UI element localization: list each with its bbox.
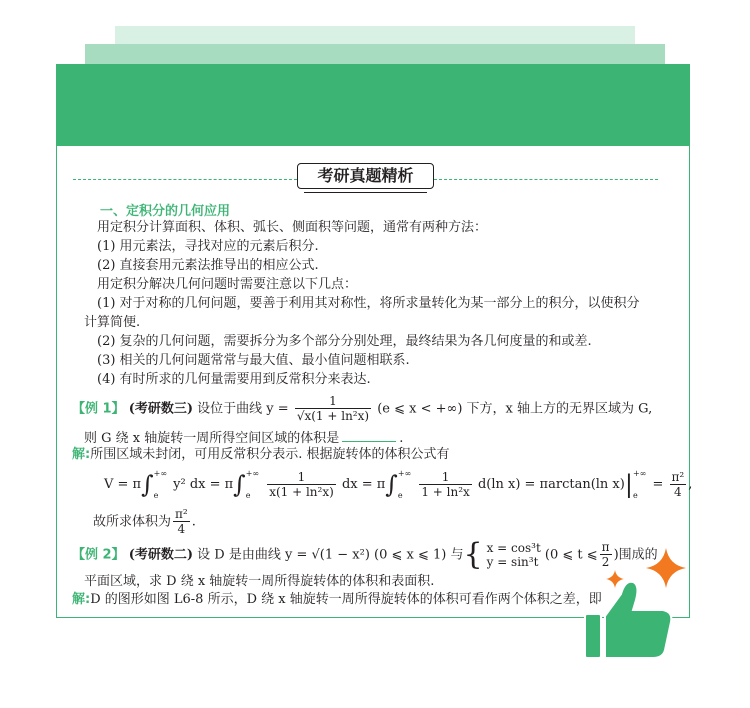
formula-term-2: dx = π: [341, 477, 386, 492]
example-2-text-end: 围成的: [618, 547, 658, 563]
example-1-statement: [72, 395, 652, 423]
section-banner: 考研真题精析: [297, 163, 434, 189]
integral-sign: ∫: [233, 470, 246, 499]
limit-lower: e: [632, 491, 638, 500]
integral-limits: [398, 468, 411, 501]
system-y: y = sin³t: [486, 555, 539, 569]
fraction-denominator: 2: [600, 554, 612, 569]
solution-text: D 的图形如图 L6-8 所示，D 绕 x 轴旋转一周所得旋转体的体积可看作两个体积之差，即: [90, 592, 602, 607]
limit-lower: e: [245, 491, 251, 500]
method-2: (2) 直接套用元素法推导出的相应公式.: [97, 258, 319, 273]
formula-result: [670, 471, 687, 499]
note-1b: 计算简便.: [84, 315, 141, 330]
fraction-denominator: 4: [670, 484, 687, 499]
limit-upper: +∞: [153, 469, 167, 478]
fraction-numerator: π: [601, 540, 610, 554]
fraction-numerator: 1: [441, 469, 450, 484]
limit-lower: e: [153, 491, 159, 500]
example-1-source: (考研数三): [128, 401, 194, 417]
note-1a: (1) 对于对称的几何问题，要善于利用其对称性，将所求量转化为某一部分上的积分，以使积分: [97, 296, 640, 311]
sparkle-icon: [606, 570, 624, 588]
fraction-numerator: 1: [297, 469, 306, 484]
section-heading: 一、定积分的几何应用: [100, 204, 231, 219]
example-2-tag: 【例 2】: [72, 547, 125, 563]
answer-tail: .: [191, 514, 196, 530]
example-1-text: 设位于曲线 y =: [197, 401, 289, 417]
example-1-question-text: 则 G 绕 x 轴旋转一周所得空间区域的体积是: [84, 431, 340, 446]
formula-equals: =: [652, 477, 664, 492]
example-1-condition: (e ⩽ x < +∞) 下方，x 轴上方的无界区域为 G,: [377, 401, 653, 417]
formula-term-3: d(ln x) = πarctan(ln x): [477, 477, 625, 492]
integral-limits: [246, 468, 259, 501]
note-4: (4) 有时所求的几何量需要用到反常积分来表达.: [97, 372, 371, 387]
integral-limits: [154, 468, 167, 501]
formula-term-1: y² dx = π: [173, 477, 234, 492]
example-2-solution: [72, 592, 602, 608]
formula-lhs: V = π: [104, 477, 142, 492]
solution-label: 解:: [72, 592, 91, 607]
example-1-answer: [93, 508, 196, 536]
note-3: (3) 相关的几何问题常常与最大值、最小值问题相联系.: [97, 353, 410, 368]
notes-intro: 用定积分解决几何问题时需要注意以下几点：: [97, 277, 358, 292]
answer-text: 故所求体积为: [93, 514, 172, 530]
system-x: x = cos³t: [486, 541, 541, 555]
limit-upper: +∞: [245, 469, 260, 478]
range-close: ): [613, 547, 619, 563]
limit-upper: +∞: [397, 469, 412, 478]
example-2-statement: [72, 537, 658, 572]
formula-fraction-1: [267, 471, 336, 499]
fraction-denominator: x(1 + ln²x): [269, 484, 334, 499]
volume-formula: [104, 468, 692, 501]
formula-fraction-2: [419, 471, 471, 499]
method-1: (1) 用元素法，寻找对应的元素后积分.: [97, 239, 319, 254]
example-2-source: (考研数二): [128, 547, 194, 563]
limit-lower: e: [397, 491, 403, 500]
system-brace: {: [463, 537, 483, 572]
fraction-numerator: π²: [175, 507, 188, 521]
evaluation-limits: [633, 468, 646, 501]
example-1-question-end: .: [399, 431, 404, 446]
header-band: [56, 64, 690, 146]
integral-sign: ∫: [141, 470, 154, 499]
fraction-numerator: 1: [329, 394, 337, 408]
range-fraction: [600, 541, 612, 569]
solution-text: 所围区域未封闭，可用反常积分表示. 根据旋转体的体积公式有: [90, 447, 450, 462]
note-2: (2) 复杂的几何问题，需要拆分为多个部分分别处理，最终结果为各几何度量的和或差.: [97, 334, 592, 349]
parametric-system: [483, 541, 541, 569]
fraction-denominator: 1 + ln²x: [421, 484, 470, 499]
example-1-solution: [72, 447, 449, 463]
dashed-rule-right: [434, 179, 658, 180]
example-2-line-2: 平面区域，求 D 绕 x 轴旋转一周所得旋转体的体积和表面积.: [84, 574, 435, 589]
example-1-fraction: [295, 395, 371, 423]
sparkle-icon: [646, 548, 686, 588]
solution-label: 解:: [72, 447, 91, 462]
example-2-text: 设 D 是由曲线 y = √(1 − x²) (0 ⩽ x ⩽ 1) 与: [197, 547, 464, 563]
fraction-denominator: 4: [173, 521, 190, 536]
example-1-tag: 【例 1】: [72, 401, 125, 417]
limit-upper: +∞: [632, 469, 647, 478]
evaluation-bar: |: [624, 470, 633, 499]
fraction-denominator: √x(1 + ln²x): [296, 409, 370, 423]
integral-sign: ∫: [385, 470, 398, 499]
range-text: (0 ⩽ t ⩽: [544, 547, 598, 563]
example-1-question: [84, 429, 403, 447]
formula-tail: ,: [688, 477, 693, 492]
fraction-numerator: π²: [671, 469, 685, 484]
answer-blank: [342, 429, 396, 442]
decor-tab-middle: [85, 44, 665, 66]
dashed-rule-left: [73, 179, 297, 180]
intro-text: 用定积分计算面积、体积、弧长、侧面积等问题，通常有两种方法：: [97, 220, 488, 235]
answer-fraction: [173, 508, 190, 536]
